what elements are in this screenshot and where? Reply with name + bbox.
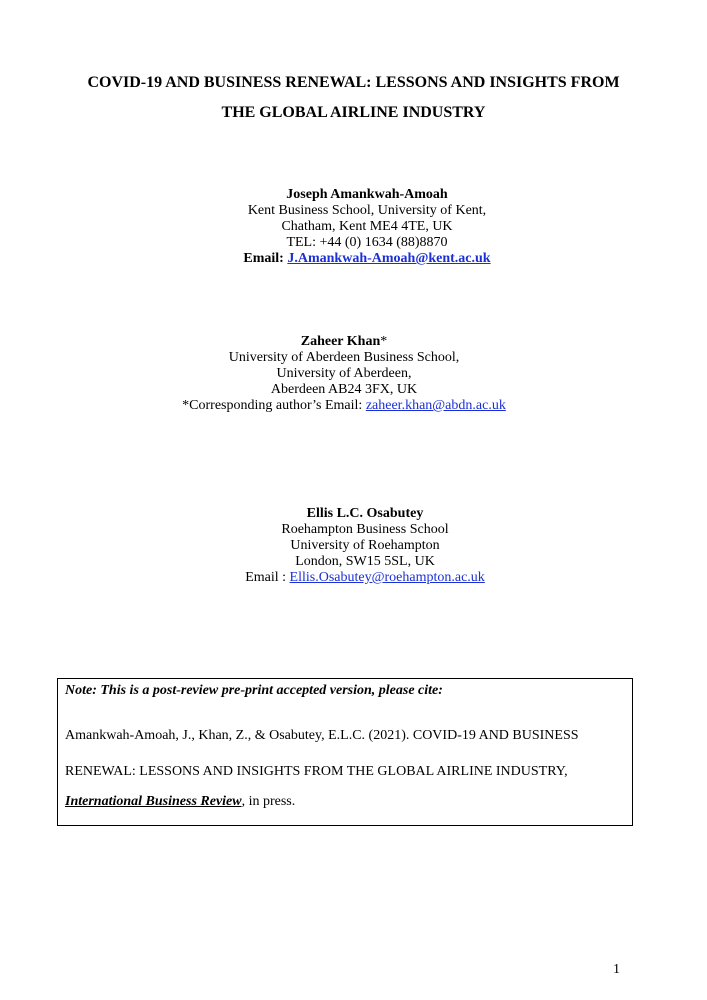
email-link[interactable]: J.Amankwah-Amoah@kent.ac.uk [287, 251, 491, 266]
citation-line: Amankwah-Amoah, J., Khan, Z., & Osabutey, E.L.C. (2021). COVID-19 AND BUSINESS [65, 728, 579, 743]
title-line-1: COVID-19 AND BUSINESS RENEWAL: LESSONS AND INSIGHTS FROM [87, 74, 620, 91]
affiliation-line: Roehampton Business School [281, 522, 449, 537]
email-line [168, 398, 520, 414]
author-name: Zaheer Khan [300, 334, 381, 349]
citation-line [65, 794, 295, 810]
author-block-osabutey [215, 506, 515, 586]
paper-title [30, 68, 677, 128]
affiliation-line: Chatham, Kent ME4 4TE, UK [281, 219, 453, 234]
email-line [217, 251, 517, 267]
corresponding-author-marker: * [380, 334, 388, 349]
affiliation-line: Kent Business School, University of Kent, [247, 203, 487, 218]
affiliation-line: TEL: +44 (0) 1634 (88)8870 [286, 235, 448, 250]
affiliation-line: University of Aberdeen, [276, 366, 412, 381]
author-block-amankwah-amoah [217, 187, 517, 267]
title-line-2: THE GLOBAL AIRLINE INDUSTRY [221, 104, 486, 121]
note-heading: Note: This is a post-review pre-print accepted version, please cite: [65, 683, 443, 698]
affiliation-line: Aberdeen AB24 3FX, UK [270, 382, 418, 397]
author-block-khan [168, 334, 520, 414]
citation-tail: , in press. [241, 794, 296, 809]
email-link[interactable]: zaheer.khan@abdn.ac.uk [365, 398, 506, 413]
citation-note-box [57, 678, 633, 826]
affiliation-line: University of Aberdeen Business School, [228, 350, 460, 365]
affiliation-line: London, SW15 5SL, UK [295, 554, 435, 569]
email-label: Email : [245, 570, 287, 585]
author-name: Joseph Amankwah-Amoah [286, 187, 448, 202]
email-line [215, 570, 515, 586]
citation-line: RENEWAL: LESSONS AND INSIGHTS FROM THE GLOBAL AIRLINE INDUSTRY, [65, 764, 568, 779]
page-number: 1 [613, 962, 620, 977]
email-label: *Corresponding author’s Email: [182, 398, 363, 413]
author-name-line [168, 334, 520, 350]
author-name: Ellis L.C. Osabutey [306, 506, 424, 521]
affiliation-line: University of Roehampton [290, 538, 440, 553]
email-label: Email: [243, 251, 284, 266]
journal-name: International Business Review [65, 794, 242, 809]
email-link[interactable]: Ellis.Osabutey@roehampton.ac.uk [289, 570, 485, 585]
